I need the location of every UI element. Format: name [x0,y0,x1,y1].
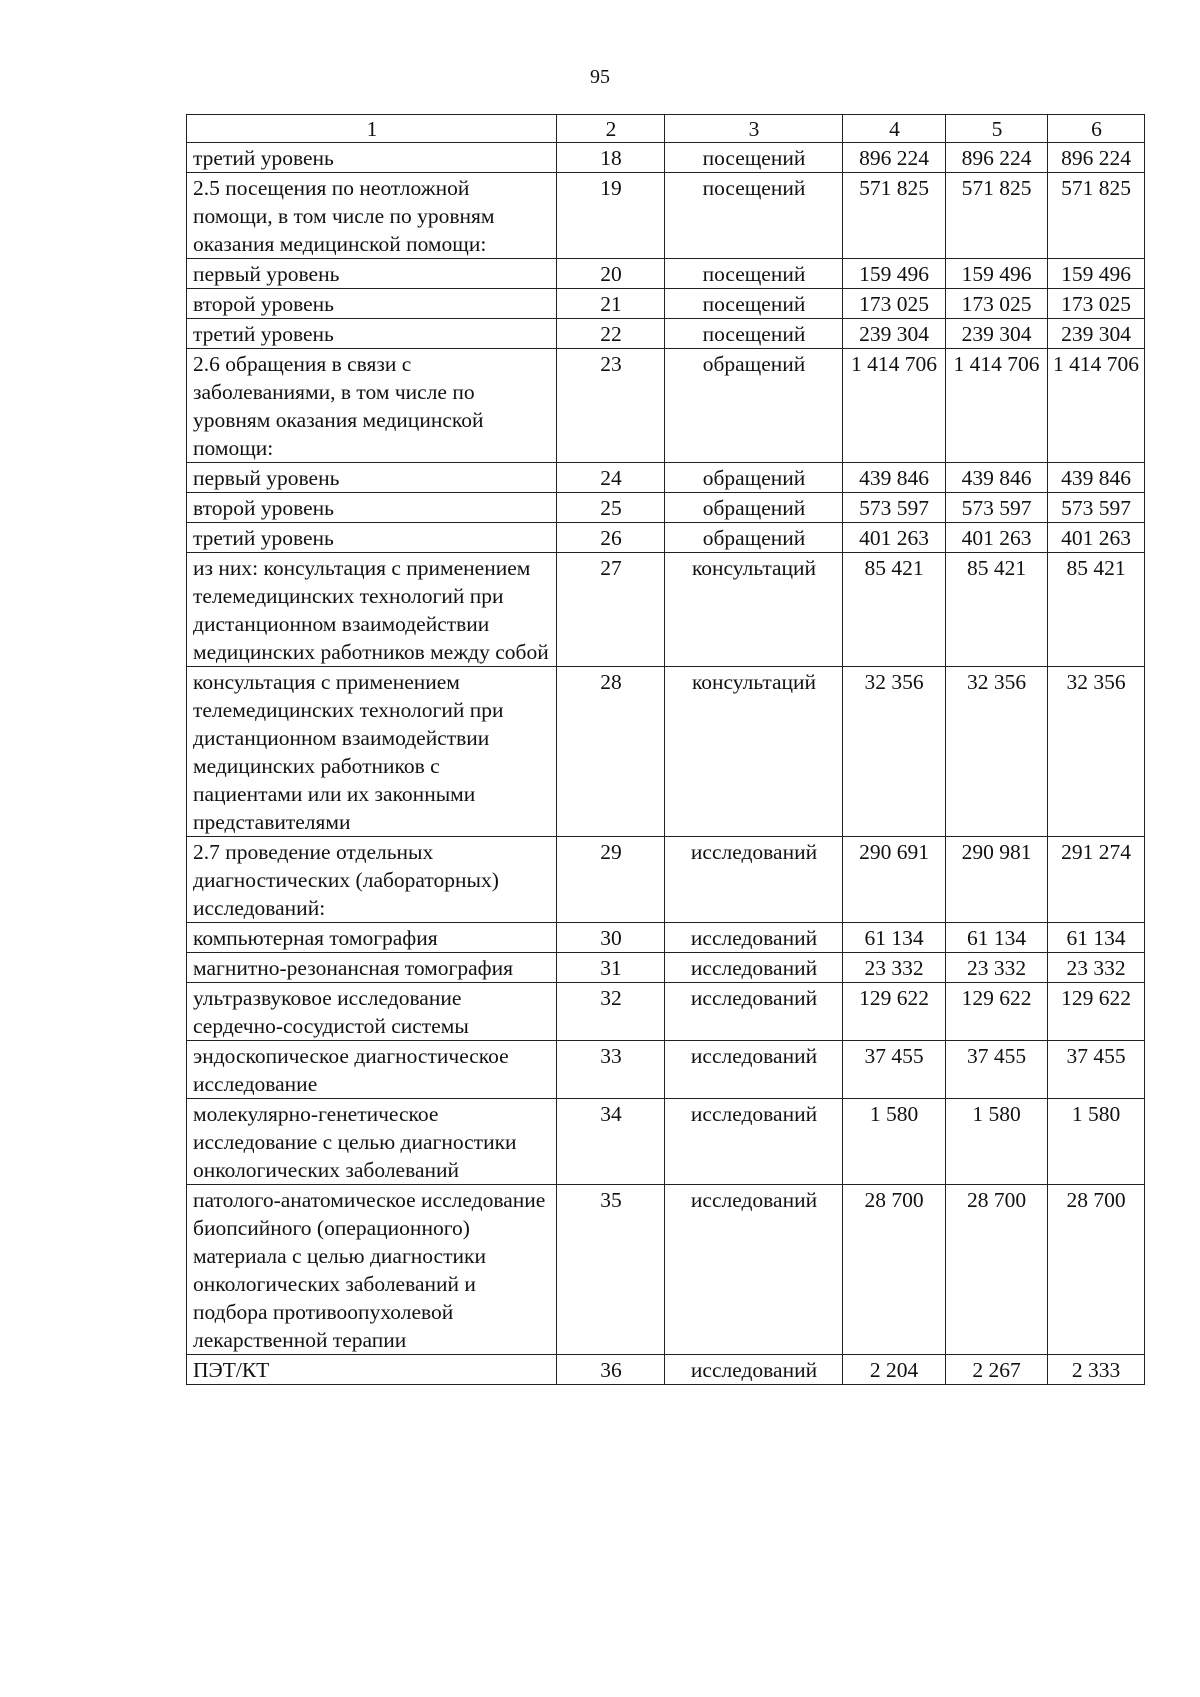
value-col6-cell: 173 025 [1048,289,1145,319]
value-col5-cell: 573 597 [946,493,1048,523]
value-col5-cell: 32 356 [946,667,1048,837]
row-number-cell: 34 [557,1099,665,1185]
value-col6-cell: 573 597 [1048,493,1145,523]
value-col5-cell: 571 825 [946,173,1048,259]
row-number-cell: 27 [557,553,665,667]
value-col6-cell: 1 414 706 [1048,349,1145,463]
value-col4-cell: 2 204 [843,1355,946,1385]
value-col5-cell: 28 700 [946,1185,1048,1355]
value-col4-cell: 439 846 [843,463,946,493]
indicator-name-cell: первый уровень [187,463,557,493]
value-col4-cell: 173 025 [843,289,946,319]
value-col5-cell: 2 267 [946,1355,1048,1385]
row-number-cell: 29 [557,837,665,923]
value-col6-cell: 23 332 [1048,953,1145,983]
indicator-name-cell: компьютерная томография [187,923,557,953]
table-row [187,173,1145,259]
unit-cell: исследований [665,1355,843,1385]
row-number-cell: 24 [557,463,665,493]
indicator-name-cell: патолого-анатомическое исследование биопсийного (операционного) материала с целью диагностики онкологических заболеваний и подбора противоопухолевой лекарственной терапии [187,1185,557,1355]
value-col6-cell: 85 421 [1048,553,1145,667]
table-row [187,983,1145,1041]
indicator-name-cell: эндоскопическое диагностическое исследование [187,1041,557,1099]
unit-cell: посещений [665,289,843,319]
indicator-name-cell: ультразвуковое исследование сердечно-сосудистой системы [187,983,557,1041]
header-row [187,115,1145,143]
value-col4-cell: 571 825 [843,173,946,259]
value-col6-cell: 28 700 [1048,1185,1145,1355]
row-number-cell: 21 [557,289,665,319]
value-col4-cell: 159 496 [843,259,946,289]
value-col6-cell: 291 274 [1048,837,1145,923]
value-col4-cell: 37 455 [843,1041,946,1099]
row-number-cell: 36 [557,1355,665,1385]
header-cell-1: 1 [187,115,557,143]
value-col4-cell: 401 263 [843,523,946,553]
row-number-cell: 28 [557,667,665,837]
value-col4-cell: 1 414 706 [843,349,946,463]
unit-cell: консультаций [665,667,843,837]
row-number-cell: 32 [557,983,665,1041]
unit-cell: исследований [665,1185,843,1355]
table-row [187,553,1145,667]
unit-cell: обращений [665,493,843,523]
unit-cell: посещений [665,173,843,259]
table-row [187,923,1145,953]
value-col4-cell: 28 700 [843,1185,946,1355]
row-number-cell: 23 [557,349,665,463]
value-col4-cell: 61 134 [843,923,946,953]
row-number-cell: 33 [557,1041,665,1099]
unit-cell: посещений [665,319,843,349]
table-row [187,349,1145,463]
row-number-cell: 22 [557,319,665,349]
value-col6-cell: 896 224 [1048,143,1145,173]
indicator-name-cell: молекулярно-генетическое исследование с целью диагностики онкологических заболеваний [187,1099,557,1185]
unit-cell: консультаций [665,553,843,667]
value-col5-cell: 1 414 706 [946,349,1048,463]
value-col4-cell: 1 580 [843,1099,946,1185]
indicator-name-cell: ПЭТ/КТ [187,1355,557,1385]
row-number-cell: 26 [557,523,665,553]
value-col4-cell: 239 304 [843,319,946,349]
row-number-cell: 20 [557,259,665,289]
value-col4-cell: 85 421 [843,553,946,667]
value-col5-cell: 61 134 [946,923,1048,953]
row-number-cell: 31 [557,953,665,983]
unit-cell: обращений [665,463,843,493]
value-col5-cell: 1 580 [946,1099,1048,1185]
table-row [187,259,1145,289]
value-col6-cell: 239 304 [1048,319,1145,349]
value-col5-cell: 239 304 [946,319,1048,349]
value-col4-cell: 32 356 [843,667,946,837]
unit-cell: обращений [665,523,843,553]
row-number-cell: 25 [557,493,665,523]
row-number-cell: 19 [557,173,665,259]
value-col5-cell: 85 421 [946,553,1048,667]
value-col4-cell: 896 224 [843,143,946,173]
value-col6-cell: 401 263 [1048,523,1145,553]
indicator-name-cell: консультация с применением телемедицинских технологий при дистанционном взаимодействии медицинских работников с пациентами или их законными представителями [187,667,557,837]
value-col6-cell: 32 356 [1048,667,1145,837]
table-row [187,1099,1145,1185]
value-col5-cell: 159 496 [946,259,1048,289]
row-number-cell: 30 [557,923,665,953]
value-col5-cell: 896 224 [946,143,1048,173]
value-col4-cell: 573 597 [843,493,946,523]
page-number: 95 [590,66,610,88]
value-col5-cell: 401 263 [946,523,1048,553]
unit-cell: исследований [665,923,843,953]
unit-cell: исследований [665,1041,843,1099]
table-row [187,523,1145,553]
table-row [187,667,1145,837]
value-col6-cell: 159 496 [1048,259,1145,289]
table-row [187,1041,1145,1099]
indicator-name-cell: третий уровень [187,523,557,553]
unit-cell: исследований [665,837,843,923]
header-cell-6: 6 [1048,115,1145,143]
table-row [187,493,1145,523]
unit-cell: посещений [665,259,843,289]
unit-cell: исследований [665,983,843,1041]
indicator-name-cell: второй уровень [187,493,557,523]
header-cell-5: 5 [946,115,1048,143]
table-row [187,953,1145,983]
indicator-name-cell: магнитно-резонансная томография [187,953,557,983]
indicator-name-cell: первый уровень [187,259,557,289]
unit-cell: исследований [665,953,843,983]
table-row [187,319,1145,349]
table-row [187,143,1145,173]
unit-cell: посещений [665,143,843,173]
indicator-name-cell: из них: консультация с применением телемедицинских технологий при дистанционном взаимодействии медицинских работников между собой [187,553,557,667]
row-number-cell: 35 [557,1185,665,1355]
value-col4-cell: 23 332 [843,953,946,983]
table-body [187,115,1145,1385]
indicator-name-cell: третий уровень [187,143,557,173]
row-number-cell: 18 [557,143,665,173]
value-col5-cell: 23 332 [946,953,1048,983]
value-col6-cell: 439 846 [1048,463,1145,493]
value-col6-cell: 1 580 [1048,1099,1145,1185]
value-col4-cell: 290 691 [843,837,946,923]
table-row [187,463,1145,493]
value-col5-cell: 290 981 [946,837,1048,923]
unit-cell: исследований [665,1099,843,1185]
table-row [187,1355,1145,1385]
value-col6-cell: 61 134 [1048,923,1145,953]
indicator-name-cell: второй уровень [187,289,557,319]
value-col5-cell: 439 846 [946,463,1048,493]
table-row [187,289,1145,319]
value-col5-cell: 37 455 [946,1041,1048,1099]
indicator-name-cell: 2.5 посещения по неотложной помощи, в том числе по уровням оказания медицинской помощи: [187,173,557,259]
value-col4-cell: 129 622 [843,983,946,1041]
value-col6-cell: 2 333 [1048,1355,1145,1385]
table-row [187,837,1145,923]
indicator-name-cell: третий уровень [187,319,557,349]
indicator-name-cell: 2.7 проведение отдельных диагностических (лабораторных) исследований: [187,837,557,923]
value-col5-cell: 173 025 [946,289,1048,319]
unit-cell: обращений [665,349,843,463]
indicators-table [186,114,1145,1385]
indicator-name-cell: 2.6 обращения в связи с заболеваниями, в том числе по уровням оказания медицинской помощи: [187,349,557,463]
header-cell-3: 3 [665,115,843,143]
value-col6-cell: 37 455 [1048,1041,1145,1099]
value-col6-cell: 129 622 [1048,983,1145,1041]
header-cell-2: 2 [557,115,665,143]
table-row [187,1185,1145,1355]
header-cell-4: 4 [843,115,946,143]
value-col5-cell: 129 622 [946,983,1048,1041]
value-col6-cell: 571 825 [1048,173,1145,259]
